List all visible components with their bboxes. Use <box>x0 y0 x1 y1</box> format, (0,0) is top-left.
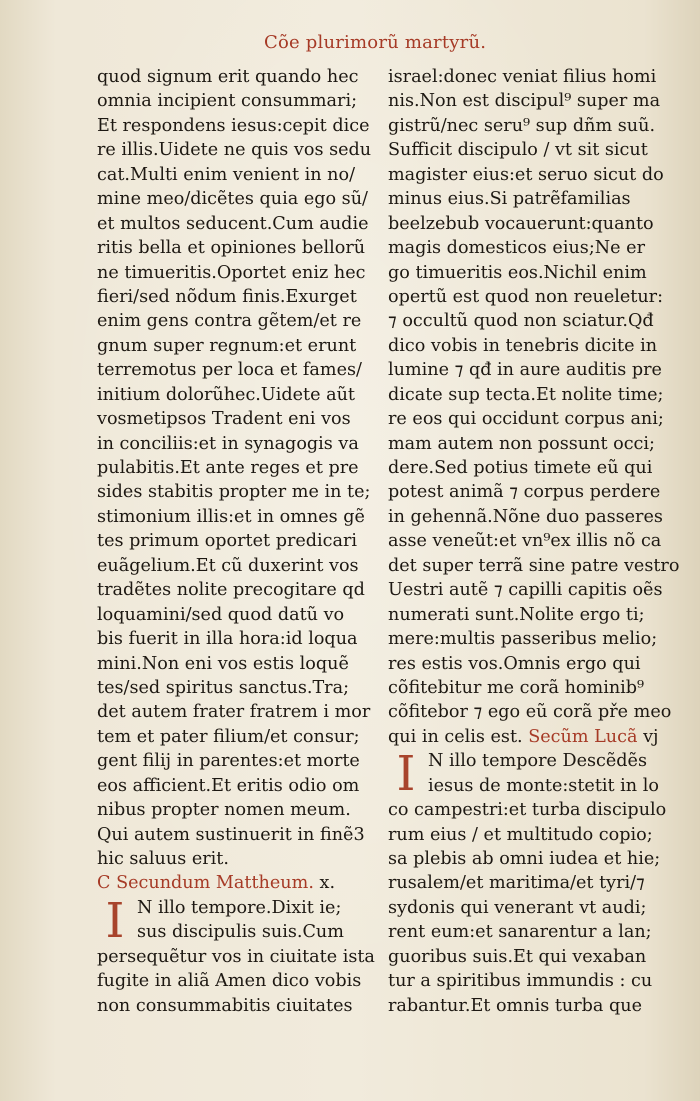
text-line: hic saluus erit. <box>97 849 229 869</box>
rubric-text: Secundum Mattheum. <box>116 873 314 894</box>
text-line: persequẽtur vos in ciuitate ista <box>97 946 375 967</box>
rubric-chapter-luke: vj <box>643 726 659 747</box>
text-line: ne timueritis.Oportet eniz hec <box>97 262 366 283</box>
text-line: lumine ⁊ qđ in aure auditis pre <box>388 360 662 381</box>
text-line: non consummabitis ciuitates <box>97 995 353 1016</box>
text-line: enim gens contra gẽtem/et re <box>97 311 362 332</box>
left-text-block <box>97 65 372 871</box>
text-line: mam autem non possunt occi; <box>388 433 655 454</box>
left-column <box>97 65 375 1018</box>
text-line: cõfitebor ⁊ ego eũ corã pře meo <box>388 702 672 723</box>
text-line: sa plebis ab omni iudea et hie; <box>388 849 661 869</box>
text-line: minus eius.Si patrẽfamilias <box>388 189 631 210</box>
text-line: guoribus suis.Et qui vexaban <box>388 946 647 967</box>
text-line: bis fuerit in illa hora:id loqua <box>97 629 358 650</box>
text-line: Uestri autẽ ⁊ capilli capitis oẽs <box>388 580 663 601</box>
text-line: initium dolorũhec.Uidete aũt <box>97 384 355 405</box>
text-line: Qui autem sustinuerit in finẽ3 <box>97 824 365 845</box>
right-initial-block <box>388 746 659 803</box>
text-line: euãgelium.Et cũ duxerint vos <box>97 555 359 576</box>
right-text-block-c <box>388 798 667 1018</box>
text-line: cõfitebitur me corã hominib⁹ <box>388 677 645 698</box>
rubric-chapter: x. <box>319 873 336 894</box>
text-line: Et respondens iesus:cepit dice <box>97 115 370 136</box>
text-line: iesus de monte:stetit in lo <box>428 775 659 796</box>
left-text-block-b <box>97 892 375 1018</box>
text-line: potest animã ⁊ corpus perdere <box>388 482 661 503</box>
text-line: N illo tempore Descẽdẽs <box>428 751 648 772</box>
text-line: nibus propter nomen meum. <box>97 800 351 821</box>
text-line: mine meo/dicẽtes quia ego sũ/ <box>97 189 368 210</box>
running-header: Cõe plurimorũ martyrũ. <box>264 32 487 53</box>
text-line: Sufficit discipulo / vt sit sicut <box>388 140 648 161</box>
text-line: sydonis qui venerant vt audi; <box>388 897 647 918</box>
left-initial-block <box>97 892 375 1018</box>
text-line: quod signum erit quando hec <box>97 67 359 87</box>
text-line: tem et pater filium/et consur; <box>97 726 360 747</box>
text-line: det super terrã sine patre vestro <box>388 555 680 576</box>
text-line: mini.Non eni vos estis loquẽ <box>97 653 349 674</box>
text-line: gistrũ/nec seru⁹ sup dñm suũ. <box>388 115 656 136</box>
text-line: mere:multis passeribus melio; <box>388 629 658 650</box>
text-line: co campestri:et turba discipulo <box>388 800 667 821</box>
text-line: beelzebub vocauerunt:quanto <box>388 213 654 234</box>
text-line: terremotus per loca et fames/ <box>97 360 362 381</box>
text-line: N illo tempore.Dixit ie; <box>137 897 342 918</box>
text-line: in conciliis:et in synagogis va <box>97 433 359 454</box>
text-line: ⁊ occultũ quod non sciatur.Qđ <box>388 311 654 332</box>
text-line: re illis.Uidete ne quis vos sedu <box>97 140 372 161</box>
text-line: magis domesticos eius;Ne er <box>388 238 645 259</box>
text-line: dere.Sed potius timete eũ qui <box>388 458 653 478</box>
text-line: gent filij in parentes:et morte <box>97 751 360 772</box>
text-line: vosmetipsos Tradent eni vos <box>97 409 351 430</box>
text-line: asse veneũt:et vn⁹ex illis nõ ca <box>388 531 662 552</box>
rubric-prefix: qui in celis est. <box>388 726 523 747</box>
text-line: tes/sed spiritus sanctus.Tra; <box>97 677 349 698</box>
rubric-line <box>97 871 367 895</box>
text-line: eos afficient.Et eritis odio om <box>97 775 360 796</box>
text-line: dico vobis in tenebris dicite in <box>388 335 658 356</box>
text-line: fieri/sed nõdum finis.Exurget <box>97 286 357 307</box>
text-line: omnia incipient consummari; <box>97 91 358 112</box>
text-line: ritis bella et opiniones bellorũ <box>97 238 366 259</box>
text-line: tradẽtes nolite precogitare qd <box>97 580 365 601</box>
text-line: opertũ est quod non reueletur: <box>388 286 664 307</box>
text-line: sus discipulis suis.Cum <box>137 922 344 943</box>
right-text-block-b <box>388 746 659 803</box>
text-line: re eos qui occidunt corpus ani; <box>388 409 664 430</box>
text-line: sides stabitis propter me in te; <box>97 482 371 503</box>
text-line: rusalem/et maritima/et tyri/⁊ <box>388 873 645 894</box>
rubric-mark: C <box>97 873 111 894</box>
text-line: gnum super regnum:et erunt <box>97 335 357 356</box>
text-line: tes primum oportet predicari <box>97 531 358 552</box>
rubric-text-luke: Secũm Lucã <box>528 726 638 747</box>
right-text-block <box>388 65 680 725</box>
initial-letter: I <box>105 892 125 949</box>
text-line: pulabitis.Et ante reges et pre <box>97 458 359 478</box>
text-line: in gehennã.Nõne duo passeres <box>388 506 663 527</box>
text-line: dicate sup tecta.Et nolite time; <box>388 384 664 405</box>
text-line: fugite in aliã Amen dico vobis <box>97 971 362 992</box>
text-line: nis.Non est discipul⁹ super ma <box>388 91 661 112</box>
text-line: loquamini/sed quod datũ vo <box>97 604 345 625</box>
right-column <box>388 65 680 1018</box>
text-line: rabantur.Et omnis turba que <box>388 995 642 1016</box>
text-line: israel:donec veniat filius homi <box>388 67 657 87</box>
text-line: et multos seducent.Cum audie <box>97 213 369 234</box>
text-line: numerati sunt.Nolite ergo ti; <box>388 604 645 625</box>
text-line: go timueritis eos.Nichil enim <box>388 262 647 283</box>
text-line: magister eius:et seruo sicut do <box>388 164 664 185</box>
text-line: stimonium illis:et in omnes gẽ <box>97 506 365 527</box>
text-line: tur a spiritibus immundis : cu <box>388 971 653 992</box>
rubric-line-luke <box>388 725 658 749</box>
text-line: rent eum:et sanarentur a lan; <box>388 922 652 943</box>
initial-letter: I <box>396 746 416 803</box>
text-line: res estis vos.Omnis ergo qui <box>388 653 641 674</box>
text-line: cat.Multi enim venient in no/ <box>97 164 356 185</box>
text-line: rum eius / et multitudo copio; <box>388 824 653 845</box>
text-line: det autem frater fratrem i mor <box>97 702 371 723</box>
